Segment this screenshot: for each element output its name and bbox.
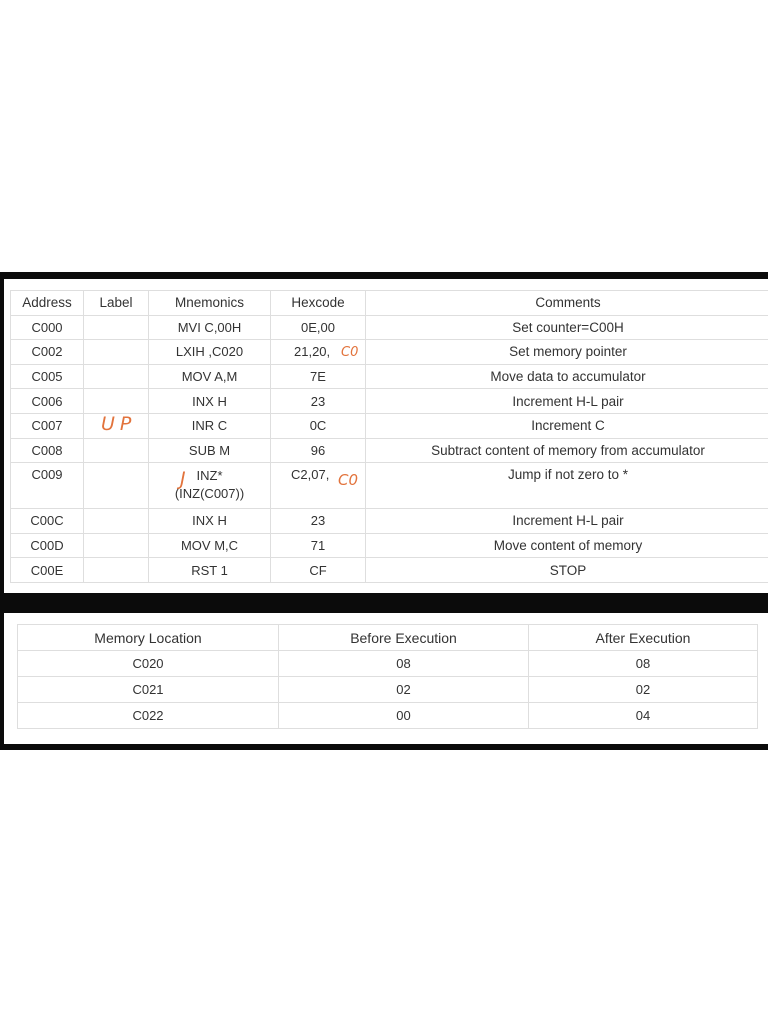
label-cell — [84, 364, 149, 389]
comment-cell: Subtract content of memory from accumulator — [366, 438, 768, 463]
location-cell: C020 — [18, 651, 279, 677]
header-address: Address — [11, 291, 84, 316]
location-cell: C021 — [18, 677, 279, 703]
label-cell — [84, 389, 149, 414]
mnemonic-cell — [149, 463, 271, 509]
address-cell: C000 — [11, 315, 84, 340]
label-cell — [84, 533, 149, 558]
table-row — [11, 463, 768, 509]
header-hexcode: Hexcode — [271, 291, 366, 316]
hexcode-cell: CF — [271, 558, 366, 583]
table-row — [11, 509, 768, 534]
header-mnemonics: Mnemonics — [149, 291, 271, 316]
hexcode-cell: 21,20, — [271, 340, 366, 365]
address-cell: C00C — [11, 509, 84, 534]
before-cell: 08 — [279, 651, 529, 677]
after-cell: 04 — [529, 703, 758, 729]
table-row — [11, 438, 768, 463]
hexcode-cell: 7E — [271, 364, 366, 389]
hexcode-cell: 96 — [271, 438, 366, 463]
handwritten-hex-c0: C0 — [341, 345, 359, 360]
comment-cell: Increment H-L pair — [366, 509, 768, 534]
address-cell: C002 — [11, 340, 84, 365]
table-row — [11, 558, 768, 583]
table-row — [18, 651, 758, 677]
memory-header-row — [18, 625, 758, 651]
comment-cell: Set memory pointer — [366, 340, 768, 365]
address-cell: C00D — [11, 533, 84, 558]
address-cell: C00E — [11, 558, 84, 583]
handwritten-label-up: UP — [101, 413, 137, 435]
address-cell: C008 — [11, 438, 84, 463]
handwritten-hex-c0-second: C0 — [338, 471, 359, 489]
address-cell: C009 — [11, 463, 84, 509]
address-cell: C006 — [11, 389, 84, 414]
after-cell: 02 — [529, 677, 758, 703]
comment-cell: Move data to accumulator — [366, 364, 768, 389]
comment-cell: Jump if not zero to * — [366, 463, 768, 509]
mnemonic-cell: INX H — [149, 509, 271, 534]
comment-cell: Move content of memory — [366, 533, 768, 558]
comment-cell: Increment H-L pair — [366, 389, 768, 414]
hexcode-cell: 0C — [271, 413, 366, 438]
hexcode-cell: 23 — [271, 509, 366, 534]
header-comments: Comments — [366, 291, 768, 316]
program-header-row — [11, 291, 768, 316]
mnemonic-cell: RST 1 — [149, 558, 271, 583]
table-row — [18, 677, 758, 703]
mnemonic-cell: SUB M — [149, 438, 271, 463]
table-row — [11, 389, 768, 414]
header-before-execution: Before Execution — [279, 625, 529, 651]
label-cell — [84, 340, 149, 365]
table-row — [11, 364, 768, 389]
mnemonic-cell: MOV M,C — [149, 533, 271, 558]
mnemonic-cell: INX H — [149, 389, 271, 414]
mnemonic-cell: MVI C,00H — [149, 315, 271, 340]
label-cell — [84, 463, 149, 509]
comment-cell: STOP — [366, 558, 768, 583]
program-table — [10, 290, 768, 583]
table-row — [11, 340, 768, 365]
mnemonic-line-2: (INZ(C007)) — [174, 486, 245, 502]
before-cell: 02 — [279, 677, 529, 703]
hexcode-cell: 71 — [271, 533, 366, 558]
hexcode-cell: 0E,00 — [271, 315, 366, 340]
table-row — [11, 315, 768, 340]
label-cell — [84, 509, 149, 534]
label-cell — [84, 315, 149, 340]
hexcode-cell: 23 — [271, 389, 366, 414]
comment-cell: Increment C — [366, 413, 768, 438]
mnemonic-cell: MOV A,M — [149, 364, 271, 389]
label-cell — [84, 558, 149, 583]
handwritten-mnemonic-j: J — [180, 468, 186, 490]
mnemonic-cell: LXIH ,C020 — [149, 340, 271, 365]
label-cell — [84, 438, 149, 463]
mnemonic-line-1: INZ* — [196, 468, 223, 484]
comment-cell: Set counter=C00H — [366, 315, 768, 340]
mnemonic-cell: INR C — [149, 413, 271, 438]
after-cell: 08 — [529, 651, 758, 677]
address-cell: C005 — [11, 364, 84, 389]
table-row — [11, 533, 768, 558]
header-memory-location: Memory Location — [18, 625, 279, 651]
memory-table — [17, 624, 758, 729]
hexcode-cell: C2,07, — [271, 463, 366, 509]
header-label: Label — [84, 291, 149, 316]
header-after-execution: After Execution — [529, 625, 758, 651]
table-row — [18, 703, 758, 729]
address-cell: C007 — [11, 413, 84, 438]
before-cell: 00 — [279, 703, 529, 729]
location-cell: C022 — [18, 703, 279, 729]
